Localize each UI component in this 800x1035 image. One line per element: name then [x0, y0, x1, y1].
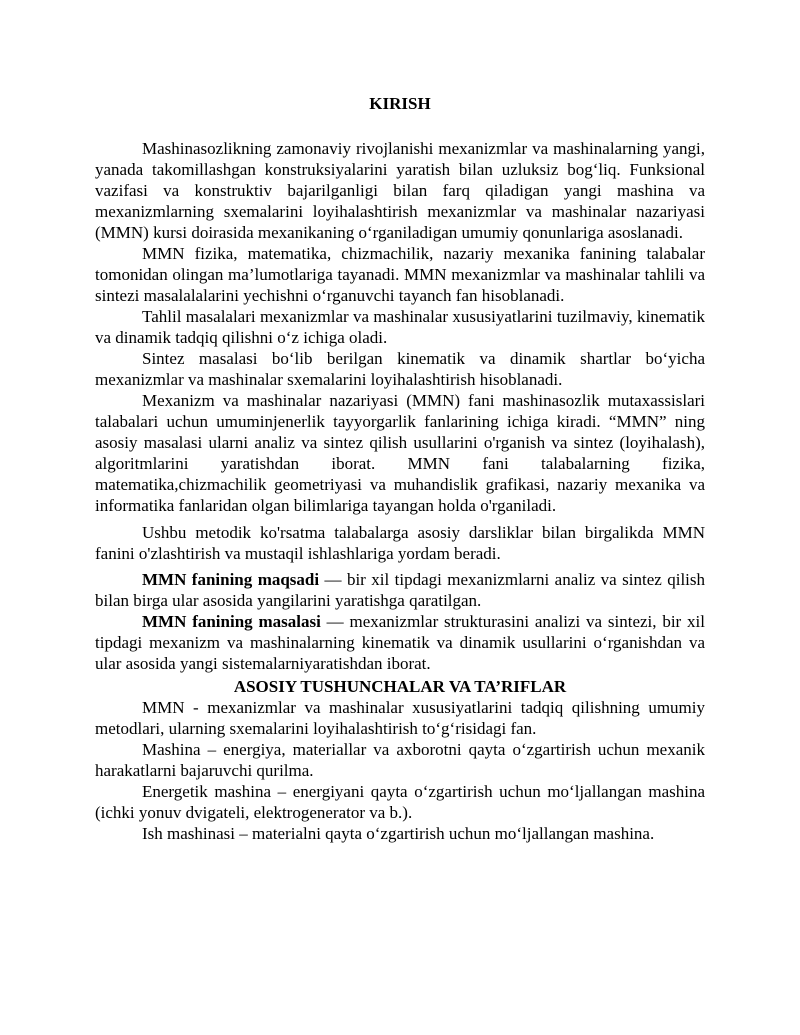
- intro-paragraph: Mexanizm va mashinalar nazariyasi (MMN) fani mashinasozlik mutaxassislari talabalari uchun umuminjenerlik tayyorgarlik fanlarining ichiga kiradi. “MMN” ning asosiy masalasi ularni analiz va sintez qilish usullarini o'rganish va sintez (loyihalash), algoritmlarini yaratishdan iborat. MMN fani talabalarning fizika, matematika,chizmachilik geometriyasi va muhandislik grafikasi, nazariy mexanika va informatika fanlaridan olgan bilimlariga tayangan holda o'rganiladi.: [95, 391, 705, 515]
- goal-text: — bir xil tipdagi mexanizmlarni analiz va sintez qilish bilan birga ular asosida yangilarini yaratishga qaratilgan.: [95, 570, 706, 610]
- goal-paragraph: [95, 569, 705, 611]
- intro-paragraph: Tahlil masalalari mexanizmlar va mashinalar xususiyatlarini tuzilmaviy, kinematik va dinamik tadqiq qilishni o‘z ichiga oladi.: [95, 307, 705, 347]
- task-term: MMN fanining masalasi: [142, 612, 321, 631]
- document-page: [95, 93, 705, 844]
- intro-paragraph: Mashinasozlikning zamonaviy rivojlanishi mexanizmlar va mashinalarning yangi, yanada takomillashgan konstruksiyalarini yaratish bilan uzluksiz bog‘liq. Funksional vazifasi va konstruktiv bajarilganligi bilan farq qiladigan yangi mashina va mexanizmlarning sxemalarini loyihalashtirish mexanizmlar va mashinalar nazariyasi (MMN) kursi doirasida mexanikaning o‘rganiladigan umumiy qonunlariga asoslanadi.: [95, 139, 705, 242]
- intro-paragraph: MMN fizika, matematika, chizmachilik, nazariy mexanika fanining talabalar tomonidan olingan ma’lumotlariga tayanadi. MMN mexanizmlar va mashinalar tahlili va sintezi masalalalarini yechishni o‘rganuvchi tayanch fan hisoblanadi.: [95, 244, 705, 305]
- document-title: KIRISH: [369, 94, 431, 113]
- goal-term: MMN fanining maqsadi: [142, 570, 320, 589]
- intro-paragraph: Ushbu metodik ko'rsatma talabalarga asosiy darsliklar bilan birgalikda MMN fanini o'zlashtirish va mustaqil ishlashlariga yordam beradi.: [95, 523, 705, 563]
- task-text: — mexanizmlar strukturasini analizi va sintezi, bir xil tipdagi mexanizm va mashinalarning kinematik va dinamik usullarini o‘rganishdan va ular asosida yangi sistemalarniyaratishdan iborat.: [95, 612, 705, 673]
- task-paragraph: [95, 611, 705, 674]
- definition-paragraph: Mashina – energiya, materiallar va axborotni qayta o‘zgartirish uchun mexanik harakatlarni bajaruvchi qurilma.: [95, 740, 705, 780]
- intro-paragraph: Sintez masalasi bo‘lib berilgan kinematik va dinamik shartlar bo‘yicha mexanizmlar va mashinalar sxemalarini loyihalashtirish hisoblanadi.: [95, 349, 705, 389]
- definition-paragraph: Ish mashinasi – materialni qayta o‘zgartirish uchun mo‘ljallangan mashina.: [142, 824, 655, 843]
- section-title: ASOSIY TUSHUNCHALAR VA TA’RIFLAR: [233, 677, 567, 696]
- definition-paragraph: Energetik mashina – energiyani qayta o‘zgartirish uchun mo‘ljallangan mashina (ichki yonuv dvigateli, elektrogenerator va b.).: [95, 782, 705, 822]
- definition-paragraph: MMN - mexanizmlar va mashinalar xususiyatlarini tadqiq qilishning umumiy metodlari, ularning sxemalarini loyihalashtirish to‘g‘risidagi fan.: [95, 698, 705, 738]
